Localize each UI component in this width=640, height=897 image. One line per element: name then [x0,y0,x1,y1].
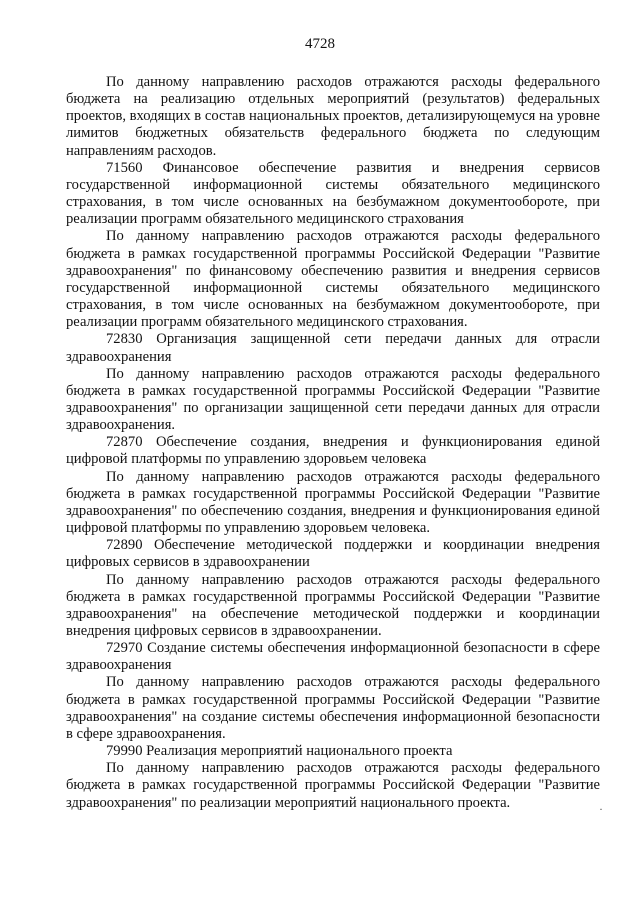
paragraph-72870: По данному направлению расходов отражаются расходы федерального бюджета в рамках государственной программы Российской Федерации "Развитие здравоохранения" по обеспечению создания, внедрения и функционирования единой цифровой платформы по управлению здоровьем человека. [66,468,600,537]
paragraph-72890: По данному направлению расходов отражаются расходы федерального бюджета в рамках государственной программы Российской Федерации "Развитие здравоохранения" на обеспечение методической поддержки и координации внедрения цифровых сервисов в здравоохранении. [66,571,600,639]
paragraph-72830: По данному направлению расходов отражаются расходы федерального бюджета в рамках государственной программы Российской Федерации "Развитие здравоохранения" по организации защищенной сети передачи данных для отрасли здравоохранения. [66,365,600,434]
paragraph-71560: По данному направлению расходов отражаются расходы федерального бюджета в рамках государственной программы Российской Федерации "Развитие здравоохранения" по финансовому обеспечению развития и внедрения сервисов государственной информационной системы обязательного медицинского страхования, в том числе основанных на безбумажном документообороте, при реализации программ обязательного медицинского страхования. [66,228,600,331]
heading-71560: 71560 Финансовое обеспечение развития и внедрения сервисов государственной информационной системы обязательного медицинского страхования, в том числе основанных на безбумажном документообороте, при реализации программ обязательного медицинского страхования [66,159,600,228]
heading-72970: 72970 Создание системы обеспечения информационной безопасности в сфере здравоохранения [66,640,600,674]
heading-72870: 72870 Обеспечение создания, внедрения и функционирования единой цифровой платформы по управлению здоровьем человека [66,434,600,468]
margin-mark: · [599,802,603,816]
document-body [66,74,600,812]
paragraph-intro: По данному направлению расходов отражаются расходы федерального бюджета на реализацию отдельных мероприятий (результатов) федеральных проектов, входящих в состав национальных проектов, детализирующемуся на уровне лимитов бюджетных обязательств федерального бюджета по следующим направлениям расходов. [66,74,600,159]
heading-79990: 79990 Реализация мероприятий национального проекта [106,743,453,760]
paragraph-72970: По данному направлению расходов отражаются расходы федерального бюджета в рамках государственной программы Российской Федерации "Развитие здравоохранения" на создание системы обеспечения информационной безопасности в сфере здравоохранения. [66,674,600,742]
heading-72890: 72890 Обеспечение методической поддержки и координации внедрения цифровых сервисов в здравоохранении [66,537,600,571]
heading-72830: 72830 Организация защищенной сети передачи данных для отрасли здравоохранения [66,331,600,365]
paragraph-79990: По данному направлению расходов отражаются расходы федерального бюджета в рамках государственной программы Российской Федерации "Развитие здравоохранения" по реализации мероприятий национального проекта. [66,760,600,811]
page-number: 4728 [305,36,335,52]
